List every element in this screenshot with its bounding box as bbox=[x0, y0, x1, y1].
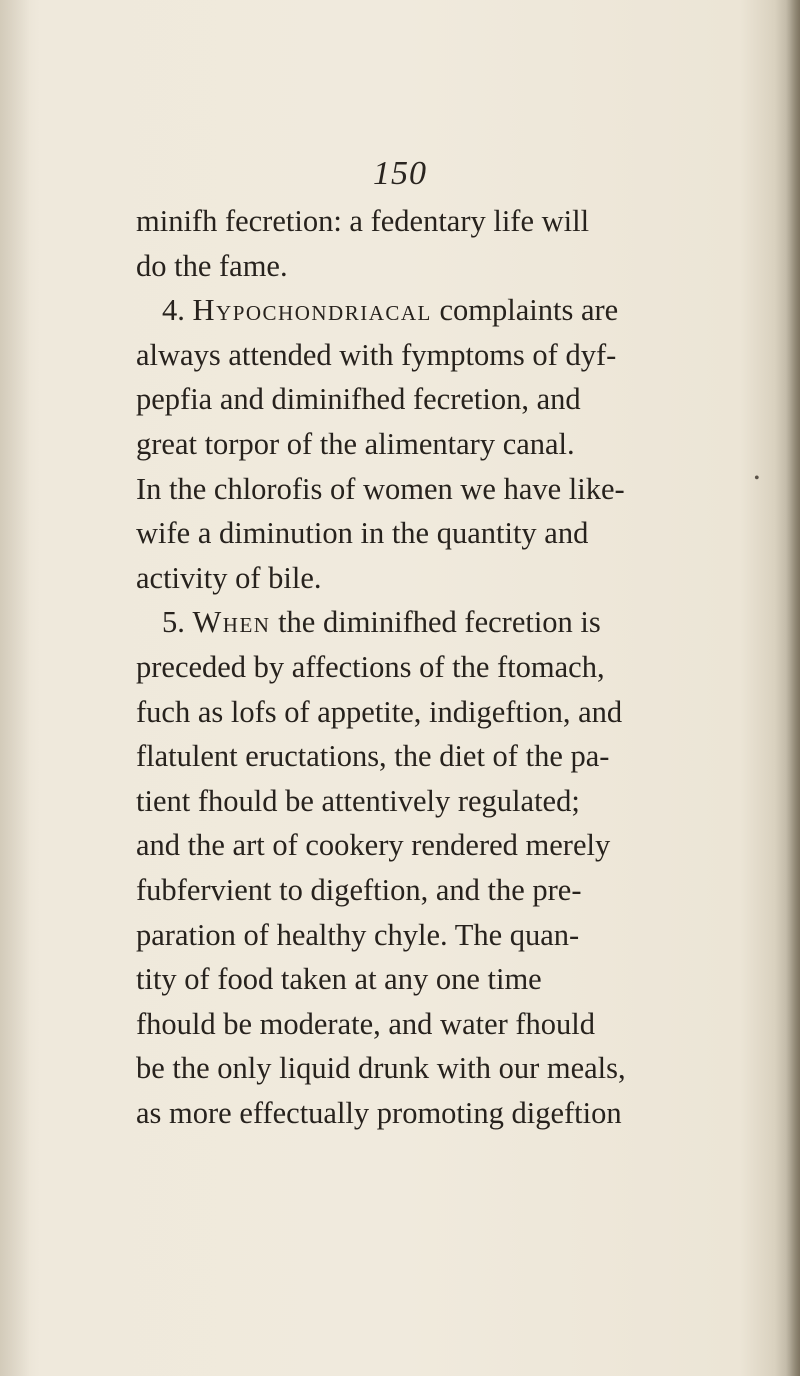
paragraph-lead-word: When bbox=[192, 605, 271, 640]
text-line: fhould be moderate, and water fhould bbox=[136, 1006, 596, 1041]
text-line: wife a diminution in the quantity and bbox=[136, 516, 589, 551]
text-line: do the fame. bbox=[136, 248, 288, 283]
text-line: In the chlorofis of women we have like- bbox=[136, 471, 625, 506]
text-line: fubfervient to digeftion, and the pre- bbox=[136, 872, 582, 907]
paragraph-number: 5. bbox=[162, 605, 185, 640]
text-line: preceded by affections of the ftomach, bbox=[136, 649, 605, 684]
text-line: flatulent eructations, the diet of the pa- bbox=[136, 739, 610, 774]
text-line: great torpor of the alimentary canal. bbox=[136, 426, 575, 461]
text-line: paration of healthy chyle. The quan- bbox=[136, 917, 580, 952]
text-line: always attended with fymptoms of dyf- bbox=[136, 337, 617, 372]
body-text bbox=[136, 199, 736, 1135]
paragraph-lead-word: Hypochondriacal bbox=[192, 293, 432, 328]
text-line: tity of food taken at any one time bbox=[136, 962, 542, 997]
page-number: 150 bbox=[373, 155, 427, 192]
margin-mark: • bbox=[754, 470, 760, 487]
page-edge-shadow bbox=[786, 0, 800, 1376]
page-gutter-shadow bbox=[0, 0, 30, 1376]
paragraph-4-start bbox=[136, 288, 736, 333]
text-line: tient fhould be attentively regulated; bbox=[136, 783, 580, 818]
text-line: as more effectually promoting digeftion bbox=[136, 1095, 622, 1130]
paragraph-number: 4. bbox=[162, 293, 185, 328]
paragraph-5-start bbox=[136, 600, 736, 645]
text-line: fuch as lofs of appetite, indigeftion, and bbox=[136, 694, 623, 729]
text-line: pepfia and diminifhed fecretion, and bbox=[136, 382, 581, 417]
text-segment: complaints are bbox=[439, 293, 619, 328]
text-line: be the only liquid drunk with our meals, bbox=[136, 1051, 626, 1086]
text-line: activity of bile. bbox=[136, 560, 322, 595]
text-line: minifh fecretion: a fedentary life will bbox=[136, 204, 590, 238]
text-segment: the diminifhed fecretion is bbox=[278, 605, 601, 640]
text-line: and the art of cookery rendered merely bbox=[136, 828, 611, 863]
